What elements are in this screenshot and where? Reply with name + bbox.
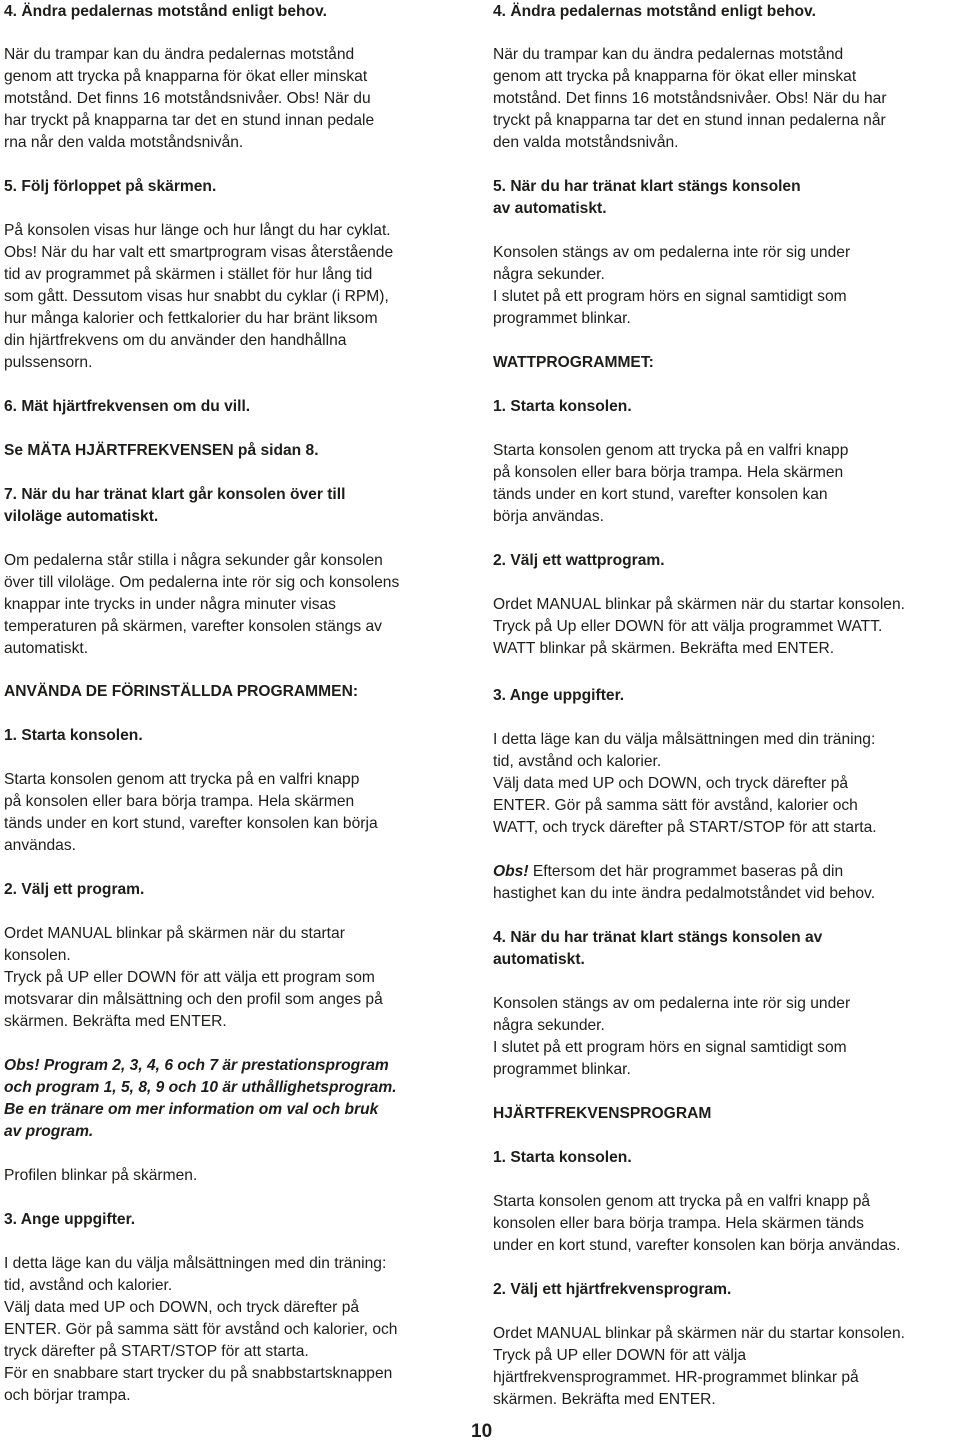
watt-step-2-heading: 2. Välj ett wattprogram.	[493, 552, 665, 569]
preset-step-1-text: Starta konsolen genom att trycka på en valfri knapp på konsolen eller bara börja trampa. Hela skärmen tänds under en kort stund, varefter konsolen kan börja användas.	[4, 771, 378, 854]
preset-step-2-heading: 2. Välj ett program.	[4, 881, 145, 898]
watt-note-text: Eftersom det här programmet baseras på din hastighet kan du inte ändra pedalmotståndet vid behov.	[493, 863, 876, 902]
step-5-heading: 5. Följ förloppet på skärmen.	[4, 178, 217, 195]
watt-step-1-text: Starta konsolen genom att trycka på en valfri knapp på konsolen eller bara börja trampa. Hela skärmen tänds under en kort stund, varefter konsolen kan börja användas.	[493, 442, 849, 525]
step-7-text: Om pedalerna står stilla i några sekunder går konsolen över till viloläge. Om pedalerna inte rör sig och konsolens knappar inte trycks in under några minuter visas temperaturen på skärmen, varefter konsolen stängs av automatiskt.	[4, 552, 400, 657]
preset-step-2-text: Ordet MANUAL blinkar på skärmen när du startar konsolen. Tryck på UP eller DOWN för att välja ett program som motsvarar din målsättning och den profil som anges på skärmen. Bekräfta med ENTER.	[4, 925, 383, 1030]
step-7-heading: 7. När du har tränat klart går konsolen över till viloläge automatiskt.	[4, 486, 346, 525]
hr-step-1-heading: 1. Starta konsolen.	[493, 1149, 632, 1166]
step-4-text-right: När du trampar kan du ändra pedalernas motstånd genom att trycka på knapparna för ökat eller minskat motstånd. Det finns 16 motståndsnivåer. Obs! När du har tryckt på knapparna tar det en stund innan pedalerna når den valda motståndsnivån.	[493, 46, 887, 151]
preset-programs-title: ANVÄNDA DE FÖRINSTÄLLDA PROGRAMMEN:	[4, 683, 359, 700]
watt-note-label: Obs!	[493, 863, 529, 880]
heart-rate-reference: Se MÄTA HJÄRTFREKVENSEN på sidan 8.	[4, 442, 319, 459]
watt-note	[493, 861, 957, 905]
step-5-heading-right: 5. När du har tränat klart stängs konsolen av automatiskt.	[493, 178, 801, 217]
heart-rate-program-title: HJÄRTFREKVENSPROGRAM	[493, 1105, 712, 1122]
page-number: 10	[471, 1421, 493, 1442]
watt-step-1-heading: 1. Starta konsolen.	[493, 398, 632, 415]
step-5-text-right: Konsolen stängs av om pedalerna inte rör sig under några sekunder. I slutet på ett program hörs en signal samtidigt som programmet blinkar.	[493, 244, 851, 327]
watt-step-2-text: Ordet MANUAL blinkar på skärmen när du startar konsolen. Tryck på Up eller DOWN för att välja programmet WATT. WATT blinkar på skärmen. Bekräfta med ENTER.	[493, 596, 905, 657]
preset-step-3-heading: 3. Ange uppgifter.	[4, 1211, 136, 1228]
watt-step-3-text: I detta läge kan du välja målsättningen med din träning: tid, avstånd och kalorier. Välj data med UP och DOWN, och tryck därefter på ENTER. Gör på samma sätt för avstånd, kalorier och WATT, och tryck därefter på START/STOP för att starta.	[493, 731, 877, 836]
step-4-heading-right: 4. Ändra pedalernas motstånd enligt behov.	[493, 3, 816, 20]
watt-program-title: WATTPROGRAMMET:	[493, 354, 654, 371]
watt-step-3-heading: 3. Ange uppgifter.	[493, 687, 625, 704]
step-4-heading: 4. Ändra pedalernas motstånd enligt behov.	[4, 3, 327, 20]
step-4-text: När du trampar kan du ändra pedalernas motstånd genom att trycka på knapparna för ökat eller minskat motstånd. Det finns 16 motståndsnivåer. Obs! När du har tryckt på knapparna tar det en stund innan pedale rna når den valda motståndsnivån.	[4, 46, 375, 151]
hr-step-2-heading: 2. Välj ett hjärtfrekvensprogram.	[493, 1281, 732, 1298]
hr-step-2-text: Ordet MANUAL blinkar på skärmen när du startar konsolen. Tryck på UP eller DOWN för att välja hjärtfrekvensprogrammet. HR-programmet blinkar på skärmen. Bekräfta med ENTER.	[493, 1325, 905, 1408]
hr-step-1-text: Starta konsolen genom att trycka på en valfri knapp på konsolen eller bara börja trampa. Hela skärmen tänds under en kort stund, varefter konsolen kan börja användas.	[493, 1193, 901, 1254]
profile-blinks-text: Profilen blinkar på skärmen.	[4, 1167, 198, 1184]
preset-programs-note: Obs! Program 2, 3, 4, 6 och 7 är prestationsprogram och program 1, 5, 8, 9 och 10 är uthållighetsprogram. Be en tränare om mer information om val och bruk av program.	[4, 1057, 397, 1140]
preset-step-3-text: I detta läge kan du välja målsättningen med din träning: tid, avstånd och kalorier. Välj data med UP och DOWN, och tryck därefter på ENTER. Gör på samma sätt för avstånd och kalorier, och tryck därefter på START/STOP för att starta. För en snabbare start trycker du på snabbstartsknappen och börjar trampa.	[4, 1255, 398, 1404]
watt-step-4-text: Konsolen stängs av om pedalerna inte rör sig under några sekunder. I slutet på ett program hörs en signal samtidigt som programmet blinkar.	[493, 995, 851, 1078]
watt-step-4-heading: 4. När du har tränat klart stängs konsolen av automatiskt.	[493, 929, 823, 968]
step-6-heading: 6. Mät hjärtfrekvensen om du vill.	[4, 398, 251, 415]
preset-step-1-heading: 1. Starta konsolen.	[4, 727, 143, 744]
step-5-text: På konsolen visas hur länge och hur långt du har cyklat. Obs! När du har valt ett smartprogram visas återstående tid av programmet på skärmen i stället för hur lång tid som gått. Dessutom visas hur snabbt du cyklar (i RPM), hur många kalorier och fettkalorier du har bränt liksom din hjärtfrekvens om du använder den handhållna pulssensorn.	[4, 222, 394, 371]
